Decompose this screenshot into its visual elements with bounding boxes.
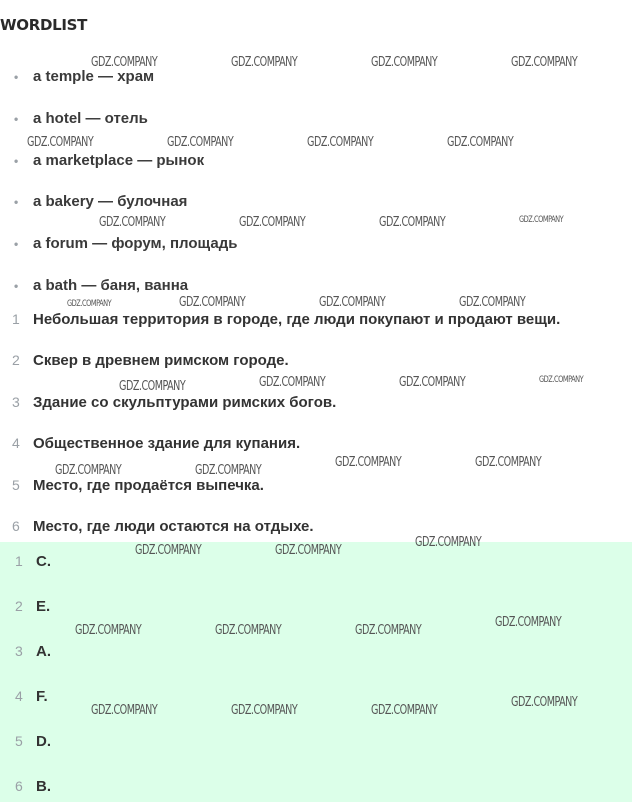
definition-text: Место, где люди остаются на отдыхе. [33, 518, 314, 535]
watermark: GDZ.COMPANY [259, 375, 326, 390]
watermark: GDZ.COMPANY [275, 543, 342, 558]
answer-item [15, 686, 48, 706]
item-number: 4 [12, 435, 20, 451]
definition-item [12, 516, 314, 536]
item-number: 5 [15, 733, 23, 749]
item-number: 4 [15, 688, 23, 704]
answer-letter: A. [36, 643, 51, 660]
watermark: GDZ.COMPANY [167, 135, 234, 150]
item-number: 2 [15, 598, 23, 614]
answer-item [15, 551, 51, 571]
definition-text: Небольшая территория в городе, где люди покупают и продают вещи. [33, 311, 561, 328]
watermark: GDZ.COMPANY [75, 623, 142, 638]
watermark: GDZ.COMPANY [399, 375, 466, 390]
wordlist-item [14, 276, 188, 296]
definition-text: Место, где продаётся выпечка. [33, 477, 264, 494]
definition-item [12, 475, 264, 495]
watermark: GDZ.COMPANY [447, 135, 514, 150]
watermark: GDZ.COMPANY [539, 375, 584, 385]
answer-item [15, 641, 51, 661]
item-number: 6 [12, 518, 20, 534]
watermark: GDZ.COMPANY [239, 215, 306, 230]
wordlist-text: a marketplace — рынок [33, 152, 205, 169]
answer-item [15, 596, 50, 616]
answer-panel [0, 542, 632, 802]
watermark: GDZ.COMPANY [319, 295, 386, 310]
watermark: GDZ.COMPANY [371, 55, 438, 70]
answer-letter: D. [36, 733, 51, 750]
item-number: 3 [15, 643, 23, 659]
answer-item [15, 731, 51, 751]
watermark: GDZ.COMPANY [231, 55, 298, 70]
wordlist-item [14, 234, 237, 254]
watermark: GDZ.COMPANY [135, 543, 202, 558]
watermark: GDZ.COMPANY [99, 215, 166, 230]
answer-letter: C. [36, 553, 51, 570]
wordlist-text: a bath — баня, ванна [33, 277, 189, 294]
wordlist-item [14, 192, 187, 212]
watermark: GDZ.COMPANY [415, 535, 482, 550]
answer-letter: E. [36, 598, 51, 615]
watermark: GDZ.COMPANY [335, 455, 402, 470]
definition-item [12, 392, 336, 412]
item-number: 3 [12, 394, 20, 410]
watermark: GDZ.COMPANY [475, 455, 542, 470]
item-number: 6 [15, 778, 23, 794]
watermark: GDZ.COMPANY [379, 215, 446, 230]
watermark: GDZ.COMPANY [459, 295, 526, 310]
item-number: 5 [12, 477, 20, 493]
answer-item [15, 776, 51, 796]
bullet: • [14, 112, 19, 126]
watermark: GDZ.COMPANY [91, 703, 158, 718]
watermark: GDZ.COMPANY [519, 215, 564, 225]
watermark: GDZ.COMPANY [91, 55, 158, 70]
watermark: GDZ.COMPANY [119, 379, 186, 394]
answer-letter: F. [36, 688, 48, 705]
definition-item [12, 350, 289, 370]
wordlist-text: a temple — храм [33, 68, 155, 85]
item-number: 1 [12, 311, 20, 327]
bullet: • [14, 279, 19, 293]
watermark: GDZ.COMPANY [179, 295, 246, 310]
wordlist-item [14, 109, 148, 129]
page-title: WORDLIST [0, 16, 88, 34]
bullet: • [14, 237, 19, 251]
definition-text: Здание со скульптурами римских богов. [33, 394, 337, 411]
definition-text: Общественное здание для купания. [33, 435, 301, 452]
answer-letter: B. [36, 778, 51, 795]
definition-item [12, 433, 300, 453]
watermark: GDZ.COMPANY [511, 55, 578, 70]
watermark: GDZ.COMPANY [495, 615, 562, 630]
bullet: • [14, 70, 19, 84]
watermark: GDZ.COMPANY [511, 695, 578, 710]
watermark: GDZ.COMPANY [355, 623, 422, 638]
watermark: GDZ.COMPANY [215, 623, 282, 638]
definition-text: Сквер в древнем римском городе. [33, 352, 289, 369]
item-number: 1 [15, 553, 23, 569]
bullet: • [14, 195, 19, 209]
watermark: GDZ.COMPANY [67, 299, 112, 309]
watermark: GDZ.COMPANY [371, 703, 438, 718]
watermark: GDZ.COMPANY [55, 463, 122, 478]
wordlist-item [14, 67, 154, 87]
wordlist-text: a forum — форум, площадь [33, 235, 238, 252]
watermark: GDZ.COMPANY [231, 703, 298, 718]
definition-item [12, 309, 560, 329]
wordlist-text: a hotel — отель [33, 110, 148, 127]
watermark: GDZ.COMPANY [307, 135, 374, 150]
bullet: • [14, 154, 19, 168]
watermark: GDZ.COMPANY [195, 463, 262, 478]
wordlist-text: a bakery — булочная [33, 193, 188, 210]
wordlist-item [14, 151, 204, 171]
item-number: 2 [12, 352, 20, 368]
watermark: GDZ.COMPANY [27, 135, 94, 150]
